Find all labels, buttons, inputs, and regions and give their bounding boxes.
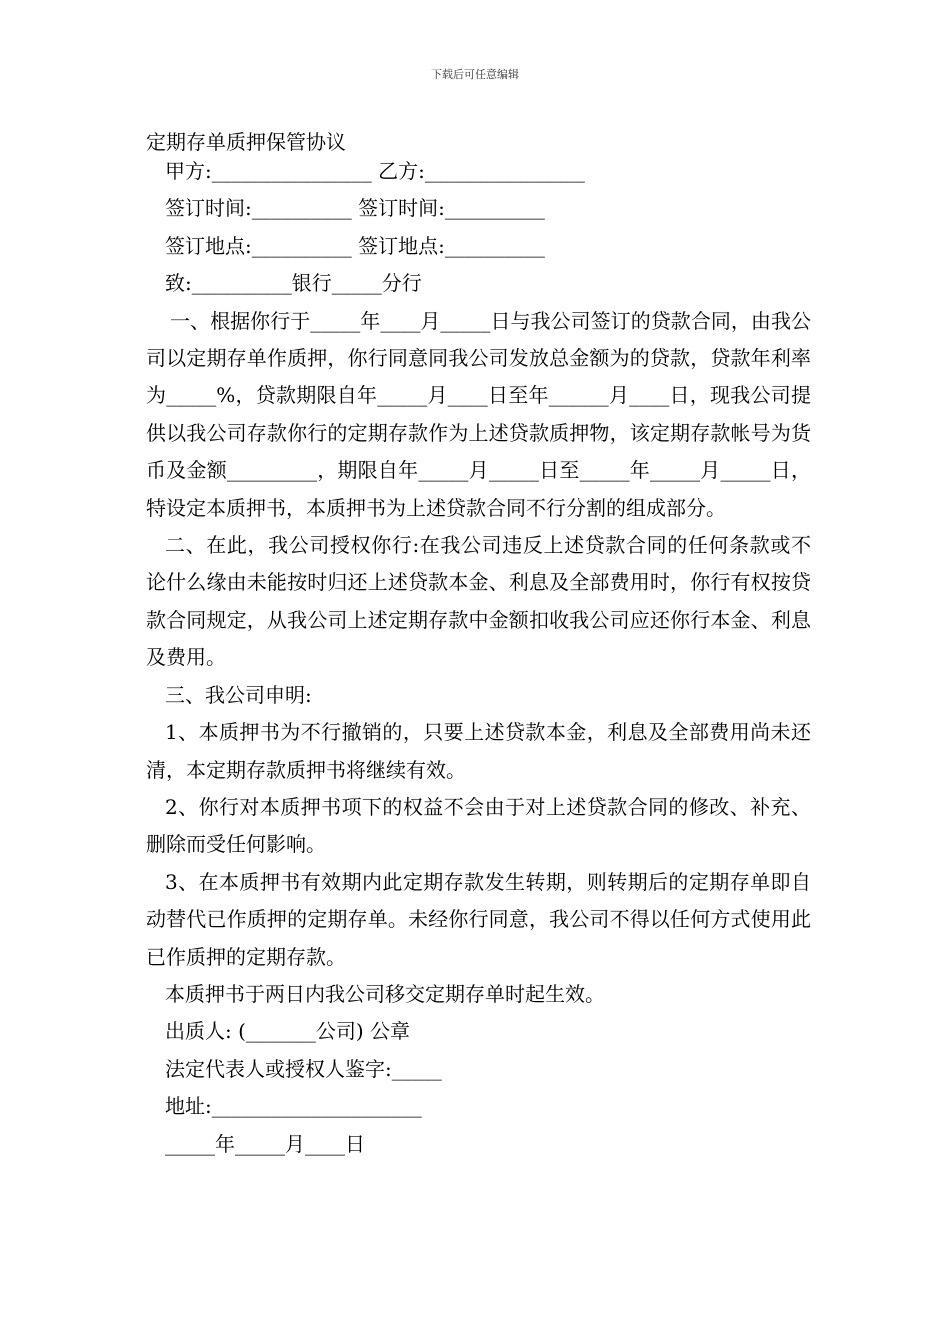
parties-line: 甲方:________________ 乙方:________________ (165, 159, 585, 183)
recipient-line: 致:__________银行_____分行 (165, 271, 422, 296)
document-title: 定期存单质押保管协议 (146, 130, 346, 154)
date-line: _____年_____月____日 (165, 1131, 365, 1156)
clause-3-item-3: 3、在本质押书有效期内此定期存款发生转期，则转期后的定期存单即自动替代已作质押的定期存单。未经你行同意，我公司不得以任何方式使用此已作质押的定期存款。 (146, 869, 811, 969)
document-body (146, 153, 811, 1163)
address-line: 地址:_____________________ (165, 1094, 422, 1119)
clause-3-item-2: 2、你行对本质押书项下的权益不会由于对上述贷款合同的修改、补充、删除而受任何影响。 (146, 794, 811, 857)
clause-3-item-1: 1、本质押书为不行撤销的，只要上述贷款本金，利息及全部费用尚未还清，本定期存款质押书将继续有效。 (146, 720, 811, 782)
sign-place-line: 签订地点:__________ 签订地点:__________ (165, 233, 545, 258)
pledgor-line: 出质人: (_______公司) 公章 (165, 1019, 411, 1044)
effective-line: 本质押书于两日内我公司移交定期存单时起生效。 (165, 981, 605, 1006)
clause-2: 二、在此，我公司授权你行:在我公司违反上述贷款合同的任何条款或不论什么缘由未能按时归还上述贷款本金、利息及全部费用时，你行有权按贷款合同规定，从我公司上述定期存款中金额扣收我公司应还你行本金、利息及费用。 (146, 533, 811, 670)
clause-1: 一、根据你行于_____年____月_____日与我公司签订的贷款合同，由我公司以定期存单作质押，你行同意同我公司发放总金额为的贷款，贷款年利率为_____%，贷款期限自年_____月____日至年______月____日，现我公司提供以我公司存款你行的定期存款作为上述贷款质押物，该定期存款帐号为货币及金额_________，期限自年_____月_____日至_____年_____月_____日，特设定本质押书，本质押书为上述贷款合同不行分割的组成部分。 (146, 308, 811, 520)
clause-3-heading: 三、我公司申明: (165, 682, 312, 707)
representative-signature-line: 法定代表人或授权人鉴字:_____ (165, 1056, 442, 1081)
sign-time-line: 签订时间:__________ 签订时间:__________ (165, 196, 545, 221)
page-header: 下载后可任意编辑 (431, 68, 519, 81)
